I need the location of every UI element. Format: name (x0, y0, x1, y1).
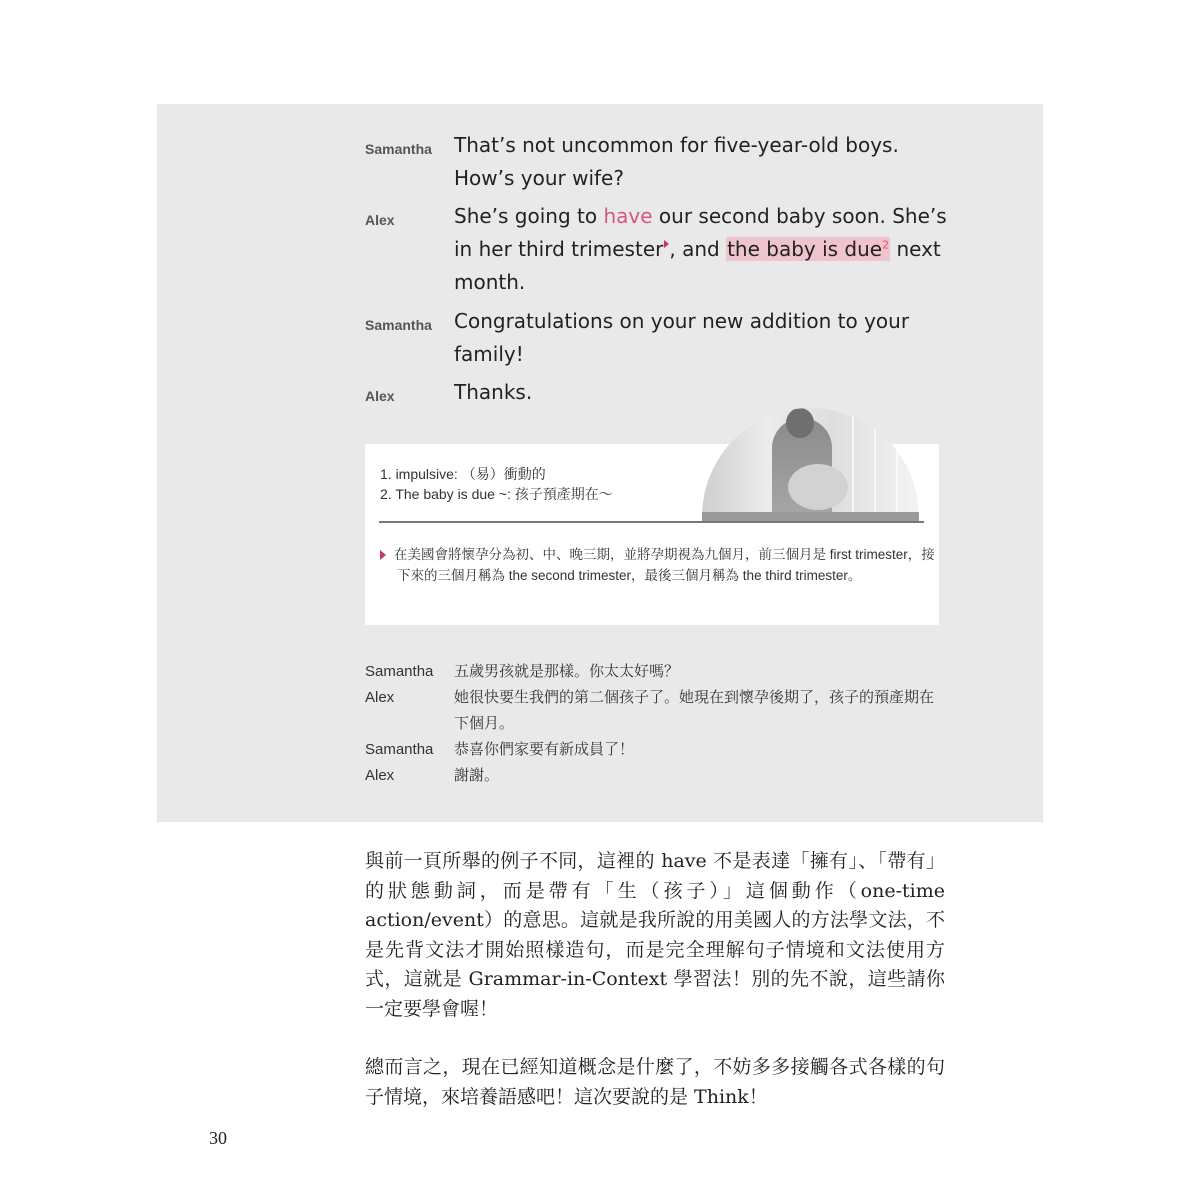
divider (379, 521, 924, 523)
utterance-text: our second baby soon. She’s in her third trimester (454, 204, 947, 261)
translation-speaker: Samantha (365, 741, 434, 758)
utterance-text: next month. (454, 237, 941, 294)
translation-text: 謝謝。 (454, 767, 500, 784)
translation-speaker: Alex (365, 767, 395, 784)
curtain-fold (874, 408, 876, 522)
utterance-line: That’s not uncommon for five-year-old boys. (454, 133, 899, 157)
highlighted-phrase (726, 237, 890, 261)
curtain-fold (852, 408, 854, 522)
translation-text: 恭喜你們家要有新成員了！ (454, 741, 635, 758)
translation-speaker: Alex (365, 689, 395, 706)
speaker-label: Samantha (365, 141, 432, 157)
highlighted-word: have (603, 204, 653, 228)
curtain-fold (896, 408, 898, 522)
pregnant-woman-photo (702, 408, 919, 522)
vocabulary-notes-box (365, 444, 939, 625)
translation-text: 她很快要生我們的第二個孩子了。她現在到懷孕後期了，孩子的預產期在下個月。 (454, 689, 935, 732)
glossary-item: 2. The baby is due ~: 孩子預產期在～ (380, 486, 613, 502)
utterance-line: How’s your wife? (454, 166, 624, 190)
speaker-label: Samantha (365, 317, 432, 333)
translation-text: 五歲男孩就是那樣。你太太好嗎？ (454, 663, 680, 680)
utterance: Congratulations on your new addition to your family! (454, 309, 910, 366)
page-number: 30 (209, 1128, 227, 1148)
utterance (454, 200, 954, 299)
body-paragraph: 與前一頁所舉的例子不同，這裡的 have 不是表達「擁有」、「帶有」的狀態動詞，而是帶有「生（孩子）」這個動作（one-time action/event）的意思。這就是我所說的用美國人的方法學文法，不是先背文法才開始照樣造句，而是完全理解句子情境和文法使用方式，這就是 Grammar-in-Context 學習法！別的先不說，這些請你一定要學會喔！ (365, 850, 945, 1020)
utterance-text: , and (669, 237, 727, 261)
arrow-bullet-icon (380, 550, 386, 560)
utterance (454, 129, 954, 195)
translation-speaker: Samantha (365, 663, 434, 680)
footnote-number: 2 (882, 238, 890, 252)
dialogue-panel (157, 104, 1043, 822)
speaker-label: Alex (365, 388, 395, 404)
utterance-text: She’s going to (454, 204, 604, 228)
body-paragraph: 總而言之，現在已經知道概念是什麼了，不妨多多接觸各式各樣的句子情境，來培養語感吧！這次要說的是 Think！ (365, 1056, 945, 1108)
highlighted-phrase-text: the baby is due (727, 237, 883, 261)
glossary-list (380, 464, 613, 504)
belly-shape (788, 464, 848, 510)
culture-note-text: 在美國會將懷孕分為初、中、晚三期，並將孕期視為九個月，前三個月是 first trimester，接下來的三個月稱為 the second trimester，最後三個月稱為 the third trimester。 (394, 547, 935, 583)
glossary-item: 1. impulsive: （易）衝動的 (380, 466, 546, 482)
speaker-label: Alex (365, 212, 395, 228)
woman-head (786, 408, 814, 438)
utterance: Thanks. (454, 380, 533, 404)
culture-note (380, 545, 942, 586)
